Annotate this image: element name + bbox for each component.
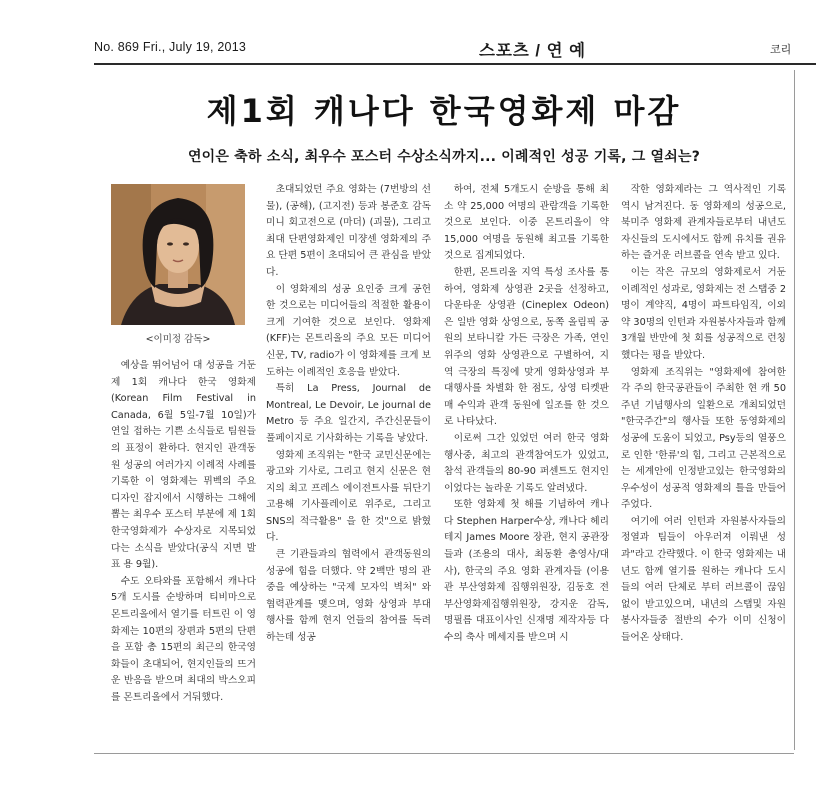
paragraph: 예상을 뛰어넘어 대 성공을 거둔 제 1회 캐나다 한국 영화제 (Korean Film Festival in Canada, 6월 5일-7월 10일)가 연일 접하는 기쁜 소식들로 팀원들의 표정이 환하다. 현지인 관객동원 성공의 여러가지 이례적 사례를 기록한 이 영화제는 뮈벡의 주요 디자인 잡지에서 시행하는 그해에 뽑는 최우수 포스터 부분에 제 1회 한국영화제가 수상자로 지목되었다는 소식을 받았다(공식 지면 발표 용 9월). [111,360,256,571]
article-column-3 [444,182,609,748]
article-column-1 [111,358,256,748]
paragraph: 하여, 전체 5개도시 순방을 통해 최소 약 25,000 여명의 관람객을 기록한 것으로 보인다. 이중 몬트리올이 약 15,000 여명을 동원해 최고를 기록한 것으로 집계되었다. [444,184,609,262]
paragraph: 이로써 그간 있었던 여러 한국 영화 행사중, 최고의 관객참여도가 있었고, 참석 관객들의 80-90 퍼센트도 현지인이었다는 놀라운 기록도 알려냈다. [444,432,609,494]
paragraph: 작한 영화제라는 그 역사적인 기록 역시 남겨진다. 동 영화제의 성공으로, 북미주 영화제 관계자들로부터 내년도 자신들의 도시에서도 함께 유치를 권유하는 즐거운 러브콜을 연속 받고 있다. [621,184,786,262]
paragraph: 큰 기관들과의 협력에서 관객동원의 성공에 힘을 더했다. 약 2백만 명의 관중을 예상하는 "국제 모자익 벽처" 와 협력관계를 맺으며, 영화 상영과 부대행사를 함께 현지 언들의 참여를 독려하는데 성공 [266,549,431,644]
masthead-rule [94,63,816,65]
masthead [94,38,816,60]
masthead-corner-text: 코리 [770,44,792,56]
paragraph: 영화제 조직위는 "영화제에 참여한 각 주의 한국공관들이 주최한 현 캐 50주년 기념행사의 일환으로 개최되었던 "한국주간"의 행사들 또한 동영화제의 성공에 도움이 되었고, Psy등의 열풍으로 인한 '한류'의 힘, 그리고 근본적으로는 세계안에 인정받고있는 한국영화의 우수성이 성공적 영화제의 틀을 만들어주었다. [621,366,786,511]
column-edge-rule [794,70,795,750]
paragraph: 또한 영화제 첫 해를 기념하여 캐나다 Stephen Harper수상, 캐나다 헤리테지 James Moore 장관, 현지 공관장들과 (조용의 대사, 최동환 총영사/대사), 한국의 주요 영화 관계자들 (이용관 부산영화제 집행위원장, 김동호 전 부산영화제집행위원장, 강지운 감독, 명필름 대표이사인 신재명 제작자등 다수의 축사 메세지를 받으며 시 [444,499,609,644]
paragraph: 초대되었던 주요 영화는 (7번방의 선물), (공해), (고지전) 등과 봉준호 감독 미니 회고전으로 (마더) (괴물), 그리고 최대 단편영화제인 미쟝센 영화제의 주요 단편 5편이 초대되어 큰 관심을 받았다. [266,184,431,278]
section-title: 스포츠 / 연 예 [479,42,587,60]
paragraph: 한편, 몬트리올 지역 특성 조사를 통하여, 영화제 상영관 2곳을 선정하고, 다운타운 상영관 (Cineplex Odeon)은 일반 영화 상영으로, 동쪽 올림픽 공원의 보타니칼 가든 극장은 가족, 연인위주의 영화 상영관으로 구별하여, 지역 극장의 특징에 맞게 영화상영과 부대행사를 차별화 한 점도, 상영 티켓판매 수익과 관객 동원에 일조를 한 것으로 나타났다. [444,266,609,428]
article-column-4 [621,182,786,748]
bottom-rule [94,753,794,754]
paragraph: 이는 작은 규모의 영화제로서 거둔 이례적인 성과로, 영화제는 전 스탭중 2명이 계약직, 4명이 파트타임직, 이외 약 30명의 인턴과 자원봉사자들과 함께 3개월 반만에 첫 회를 성공적으로 런칭했다는 평을 받았다. [621,266,786,361]
photo-caption: <이미정 감독> [145,334,211,345]
headline: 제1회 캐나다 한국영화제 마감 [206,92,682,130]
issue-date: No. 869 Fri., July 19, 2013 [94,40,247,54]
paragraph: 영화제 조직위는 "한국 교민신문에는 광고와 기사로, 그리고 현지 신문은 현지의 최고 프레스 에이전트사를 뒤단기 고용해 기사플레이로 위주로, 그리고 SNS의 적극활용" 을 한 것"으로 밝혔다. [266,449,431,544]
paragraph: 특히 La Press, Journal de Montreal, Le Devoir, Le journal de Metro 등 주요 일간지, 주간신문들이 풀페이지로 기사화하는 기록을 낳았다. [266,383,431,444]
subheadline: 연이은 축하 소식, 최우수 포스터 수상소식까지... 이례적인 성공 기록, 그 열쇠는? [187,149,701,165]
director-portrait-photo [111,184,245,325]
article-column-2 [266,182,431,748]
paragraph: 여기에 여러 인턴과 자원봉사자들의 정열과 팀들이 아우러져 이뤄낸 성과"라고 간략했다. 이 한국 영화제는 내년도 함께 열기를 원하는 캐나다 도시들의 여러 단체로 부터 러브콜이 끊임없이 받고있으며, 내년의 스탭및 자원 봉사자들중 절반의 수가 이미 신청이 들어온 상태다. [621,515,786,644]
paragraph: 수도 오타와를 포함해서 캐나다 5개 도시를 순방하며 티비마으로 몬트리올에서 열기를 터트린 이 영화제는 10편의 장편과 5편의 단편을 포함 총 15편의 최근의 한국영화들이 초대되어, 현지인들의 뜨거운 반응을 받으며 최대의 박스오피를 몬트리올에서 거둬했다. [111,575,256,703]
paragraph: 이 영화제의 성공 요인중 크게 공헌한 것으로는 미디어들의 적절한 활용이 크게 기여한 것으로 보인다. 영화제 (KFF)는 몬트리올의 주요 모든 미디어 신문, TV, radio가 이 영화제를 크게 보도하는 이례적인 호응을 받았다. [266,283,431,378]
